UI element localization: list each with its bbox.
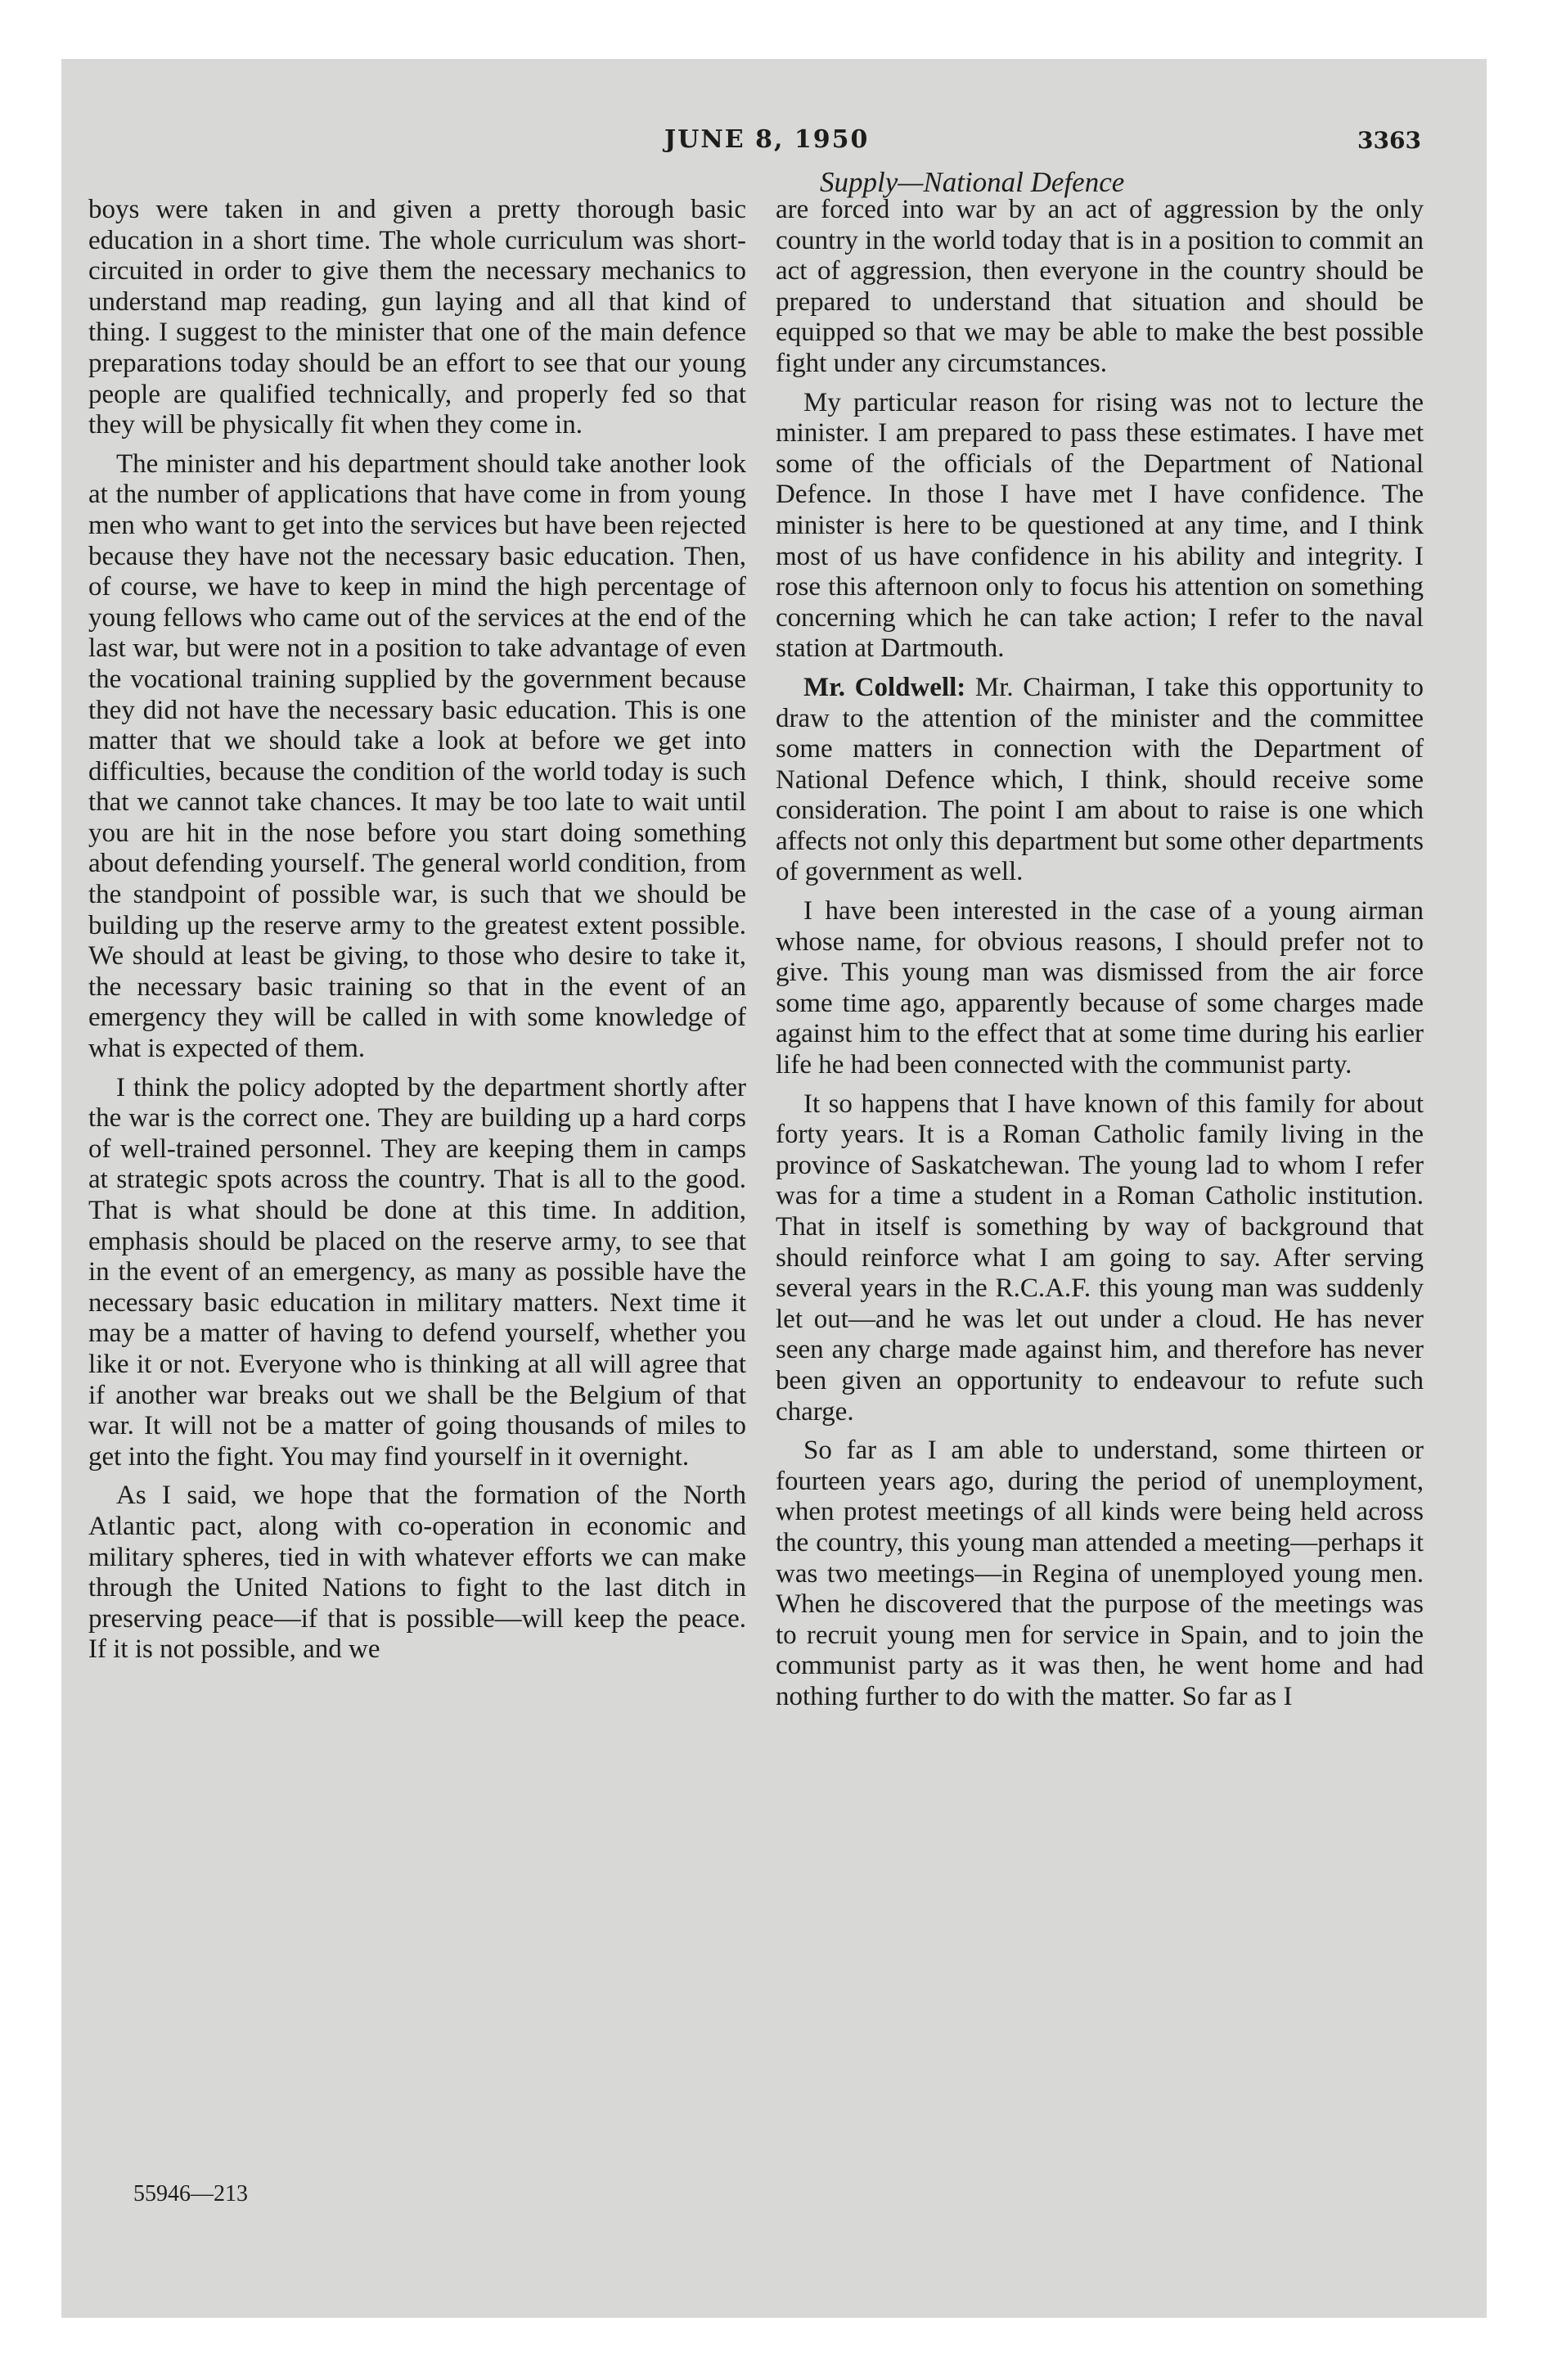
- printer-signature: 55946—213: [133, 2181, 248, 2206]
- left-column: [88, 195, 746, 1674]
- paragraph: My particular reason for rising was not to lecture the minister. I am prepared to pass these estimates. I have met some of the officials of the Department of National Defence. In those I have met I have confidence. The minister is here to be questioned at any time, and I think most of us have confidence in his ability and integrity. I rose this afternoon only to focus his attention on something concerning which he can take action; I refer to the naval station at Dartmouth.: [776, 387, 1424, 664]
- paragraph: boys were taken in and given a pretty thorough basic education in a short time. The whole curriculum was short-circuited in order to give them the necessary mechanics to understand map reading, gun laying and all that kind of thing. I suggest to the minister that one of the main defence preparations today should be an effort to see that our young people are qualified technically, and properly fed so that they will be physically fit when they come in.: [88, 195, 746, 440]
- header-page-number: 3363: [1357, 127, 1421, 154]
- right-column: [776, 195, 1424, 1721]
- speaker-name: Mr. Coldwell:: [803, 672, 966, 702]
- header-date: JUNE 8, 1950: [664, 125, 870, 154]
- paragraph: are forced into war by an act of aggression by the only country in the world today that is in a position to commit an act of aggression, then everyone in the country should be prepared to understand that situation and should be equipped so that we may be able to make the best possible fight under any circumstances.: [776, 195, 1424, 378]
- paragraph: As I said, we hope that the formation of the North Atlantic pact, along with co-operation in economic and military spheres, tied in with whatever efforts we can make through the United Nations to fight to the last ditch in preserving peace—if that is possible—will keep the peace. If it is not possible, and we: [88, 1481, 746, 1665]
- speech-paragraph: [776, 673, 1424, 888]
- paragraph: I think the policy adopted by the department shortly after the war is the correct one. They are building up a hard corps of well-trained personnel. They are keeping them in camps at strategic spots across the country. That is all to the good. That is what should be done at this time. In addition, emphasis should be placed on the reserve army, to see that in the event of an emergency, as many as possible have the necessary basic education in military matters. Next time it may be a matter of having to defend yourself, whether you like it or not. Everyone who is thinking at all will agree that if another war breaks out we shall be the Belgium of that war. It will not be a matter of going thousands of miles to get into the fight. You may find yourself in it overnight.: [88, 1072, 746, 1472]
- running-head: Supply—National Defence: [820, 166, 1125, 198]
- paragraph: So far as I am able to understand, some thirteen or fourteen years ago, during the period of unemployment, when protest meetings of all kinds were being held across the country, this young man attended a meeting—perhaps it was two meetings—in Regina of unemployed young men. When he discovered that the purpose of the meetings was to recruit young men for service in Spain, and to join the communist party as it was then, he went home and had nothing further to do with the matter. So far as I: [776, 1436, 1424, 1711]
- paragraph: The minister and his department should take another look at the number of applications that have come in from young men who want to get into the services but have been rejected because they have not the necessary basic education. Then, of course, we have to keep in mind the high percentage of young fellows who came out of the services at the end of the last war, but were not in a position to take advantage of even the vocational training supplied by the government because they did not have the necessary basic education. This is one matter that we should take a look at before we get into difficulties, because the condition of the world today is such that we cannot take chances. It may be too late to wait until you are hit in the nose before you start doing something about defending yourself. The general world condition, from the standpoint of possible war, is such that we should be building up the reserve army to the greatest extent possible. We should at least be giving, to those who desire to take it, the necessary basic training so that in the event of an emergency they will be called in with some knowledge of what is expected of them.: [88, 449, 746, 1064]
- paragraph: I have been interested in the case of a young airman whose name, for obvious reasons, I should prefer not to give. This young man was dismissed from the air force some time ago, apparently because of some charges made against him to the effect that at some time during his earlier life he had been connected with the communist party.: [776, 896, 1424, 1080]
- speech-text: Mr. Chairman, I take this opportunity to draw to the attention of the minister and the committee some matters in connection with the Department of National Defence which, I think, should receive some consideration. The point I am about to raise is one which affects not only this department but some other departments of government as well.: [776, 672, 1424, 887]
- paragraph: It so happens that I have known of this family for about forty years. It is a Roman Catholic family living in the province of Saskatchewan. The young lad to whom I refer was for a time a student in a Roman Catholic institution. That in itself is something by way of background that should reinforce what I am going to say. After serving several years in the R.C.A.F. this young man was suddenly let out—and he was let out under a cloud. He has never seen any charge made against him, and therefore has never been given an opportunity to endeavour to refute such charge.: [776, 1089, 1424, 1427]
